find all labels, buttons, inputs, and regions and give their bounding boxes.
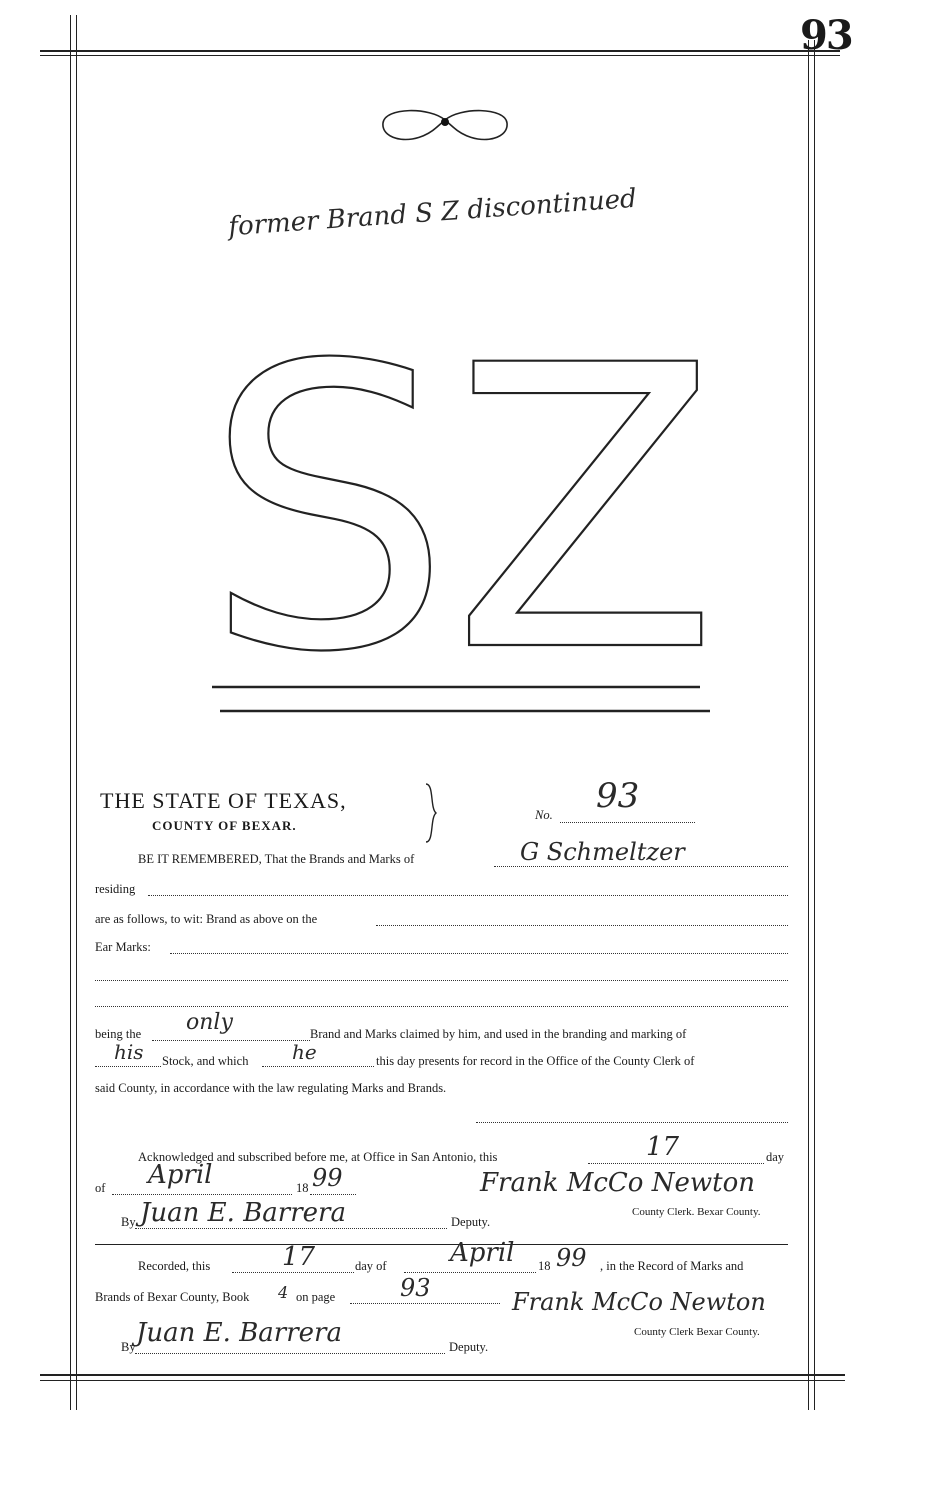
- as-follows-label: are as follows, to wit: Brand as above on the: [95, 912, 318, 926]
- being-prefix: being the: [95, 1027, 142, 1041]
- ear-marks-label: Ear Marks:: [95, 940, 151, 954]
- rec-day-line: [232, 1272, 354, 1273]
- rec-month: April: [450, 1238, 515, 1268]
- residing-line: [148, 895, 788, 896]
- county-heading: COUNTY OF BEXAR.: [152, 818, 297, 833]
- ack-of-label: of: [95, 1181, 106, 1195]
- ack-clerk-signature: Frank McCo Newton: [480, 1168, 755, 1198]
- he-value: he: [292, 1040, 317, 1064]
- rec-by-label: By: [121, 1340, 136, 1354]
- brand-glyph: SZ: [204, 295, 719, 735]
- acknowledged-text: Acknowledged and subscribed before me, at Office in San Antonio, this: [138, 1150, 498, 1164]
- rec-deputy-signature: Juan E. Barrera: [136, 1318, 342, 1348]
- record-no-label: No.: [535, 808, 553, 822]
- be-it-remembered: BE IT REMEMBERED, That the Brands and Marks of: [138, 852, 415, 866]
- being-text-4: said County, in accordance with the law regulating Marks and Brands.: [95, 1081, 447, 1095]
- page-number: 93: [800, 12, 852, 59]
- ear-marks-line: [170, 953, 788, 954]
- ear-marks-line-3: [95, 1006, 788, 1007]
- brand-annotation: former Brand S Z discontinued: [227, 183, 638, 243]
- ack-deputy-signature: Juan E. Barrera: [140, 1198, 346, 1228]
- rec-day-value: 17: [282, 1242, 316, 1272]
- owner-name: G Schmeltzer: [520, 838, 685, 866]
- ack-month-line: [112, 1194, 292, 1195]
- ack-day-value: 17: [646, 1132, 680, 1162]
- rec-deputy-label: Deputy.: [449, 1340, 489, 1354]
- right-margin-rule: [808, 40, 809, 1410]
- recorded-text: Recorded, this: [138, 1259, 211, 1273]
- record-no-line: [560, 822, 695, 823]
- ear-marks-line-2: [95, 980, 788, 981]
- his-value: his: [114, 1040, 144, 1064]
- ack-clerk-title: County Clerk. Bexar County.: [632, 1206, 761, 1218]
- ack-deputy-label: Deputy.: [451, 1215, 491, 1229]
- rec-text-3: Brands of Bexar County, Book: [95, 1290, 250, 1304]
- rec-page-line: [350, 1303, 500, 1304]
- rec-page: 93: [400, 1274, 431, 1302]
- only-value: only: [186, 1010, 233, 1035]
- signature-blank-line: [476, 1122, 788, 1123]
- ack-year-prefix: 18: [296, 1181, 309, 1195]
- ack-day-label: day: [766, 1150, 785, 1164]
- as-follows-line: [376, 925, 788, 926]
- being-text-3: this day presents for record in the Office of the County Clerk of: [376, 1054, 695, 1068]
- rec-day-of: day of: [355, 1259, 387, 1273]
- state-heading: THE STATE OF TEXAS,: [100, 788, 347, 813]
- rec-book: 4: [278, 1283, 289, 1302]
- top-rule-2: [40, 55, 840, 56]
- ack-deputy-line: [135, 1228, 447, 1229]
- rec-year-prefix: 18: [538, 1259, 551, 1273]
- owner-line: [494, 866, 788, 867]
- brand-drawing: [200, 295, 720, 735]
- ack-by-label: By: [121, 1215, 136, 1229]
- brace-icon: [420, 782, 440, 844]
- residing-label: residing: [95, 882, 136, 896]
- his-line: [95, 1066, 161, 1067]
- ack-month: April: [148, 1160, 213, 1190]
- ack-year-suffix: 99: [312, 1164, 343, 1192]
- rec-text-2: , in the Record of Marks and: [600, 1259, 744, 1273]
- ornament-icon: [375, 105, 515, 155]
- top-rule: [40, 50, 840, 52]
- rec-on-page: on page: [296, 1290, 336, 1304]
- rec-year-suffix: 99: [556, 1244, 587, 1272]
- ack-year-line: [310, 1194, 356, 1195]
- ack-day-line: [588, 1163, 764, 1164]
- rec-deputy-line: [135, 1353, 445, 1354]
- rec-month-line: [404, 1272, 536, 1273]
- he-line: [262, 1066, 374, 1067]
- right-margin-rule-2: [814, 40, 815, 1410]
- left-margin-rule-2: [76, 15, 77, 1410]
- bottom-rule-2: [40, 1380, 845, 1381]
- being-text-2: Stock, and which: [162, 1054, 249, 1068]
- being-text-1: Brand and Marks claimed by him, and used in the branding and marking of: [310, 1027, 687, 1041]
- bottom-rule: [40, 1374, 845, 1376]
- separator-rule: [95, 1244, 788, 1245]
- only-line: [152, 1040, 310, 1041]
- rec-clerk-signature: Frank McCo Newton: [512, 1288, 766, 1316]
- rec-clerk-title: County Clerk Bexar County.: [634, 1326, 760, 1338]
- record-no-value: 93: [596, 776, 640, 816]
- left-margin-rule: [70, 15, 71, 1410]
